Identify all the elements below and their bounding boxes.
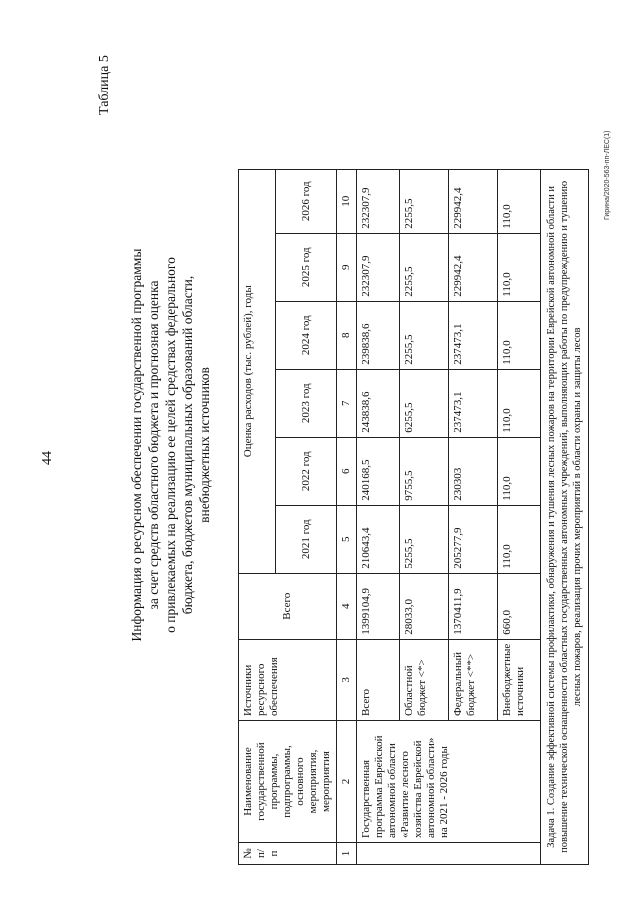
value-cell: 229942,4	[449, 233, 498, 301]
column-number: 4	[337, 573, 357, 639]
source-cell: Областной бюджет <*>	[400, 639, 449, 720]
header-year: 2026 год	[276, 169, 337, 233]
value-cell: 110,0	[498, 437, 541, 505]
table-row	[357, 169, 400, 864]
header-total: Всего	[239, 573, 337, 639]
value-cell: 205277,9	[449, 505, 498, 573]
column-number: 3	[337, 639, 357, 720]
value-cell: 237473,1	[449, 369, 498, 437]
value-cell: 229942,4	[449, 169, 498, 233]
page-number: 44	[40, 451, 55, 465]
header-year: 2024 год	[276, 301, 337, 369]
header-year: 2021 год	[276, 505, 337, 573]
column-number: 9	[337, 233, 357, 301]
column-number-row	[337, 169, 357, 864]
value-cell: 239838,6	[357, 301, 400, 369]
value-cell: 2255,5	[400, 233, 449, 301]
value-cell: 9755,5	[400, 437, 449, 505]
value-cell: 110,0	[498, 369, 541, 437]
heading-line: Информация о ресурсном обеспечении государственной программы	[129, 248, 144, 642]
value-cell: 232307,9	[357, 169, 400, 233]
program-name: Государственная программа Еврейской автономной области «Развитие лесного хозяйства Еврейской автономной области» на 2021 - 2026 годы	[357, 721, 541, 843]
column-number: 10	[337, 169, 357, 233]
column-number: 6	[337, 437, 357, 505]
value-cell: 210643,4	[357, 505, 400, 573]
value-cell: 110,0	[498, 301, 541, 369]
column-number: 2	[337, 721, 357, 843]
value-cell: 110,0	[498, 505, 541, 573]
value-cell: 2255,5	[400, 169, 449, 233]
table-label: Таблица 5	[97, 55, 112, 115]
value-cell: 243838,6	[357, 369, 400, 437]
resource-table	[238, 169, 589, 865]
header-year: 2025 год	[276, 233, 337, 301]
header-source: Источники ресурсного обеспечения	[239, 639, 337, 720]
source-cell: Внебюджетные источники	[498, 639, 541, 720]
column-number: 8	[337, 301, 357, 369]
total-cell: 660,0	[498, 573, 541, 639]
header-estimate: Оценка расходов (тыс. рублей), годы	[239, 169, 276, 573]
value-cell: 232307,9	[357, 233, 400, 301]
value-cell: 5255,5	[400, 505, 449, 573]
total-cell: 1399104,9	[357, 573, 400, 639]
table-heading	[128, 185, 213, 705]
column-number: 7	[337, 369, 357, 437]
header-year: 2022 год	[276, 437, 337, 505]
source-cell: Федеральный бюджет <**>	[449, 639, 498, 720]
value-cell: 110,0	[498, 169, 541, 233]
heading-line: о привлекаемых на реализацию ее целей средствах федерального	[163, 257, 178, 633]
heading-line: бюджета, бюджетов муниципальных образований области,	[180, 275, 195, 615]
header-name: Наименование государственной программы, подпрограммы, основного мероприятия, мероприятия	[239, 721, 337, 843]
value-cell: 2255,5	[400, 301, 449, 369]
value-cell: 230303	[449, 437, 498, 505]
total-cell: 28033,0	[400, 573, 449, 639]
header-year: 2023 год	[276, 369, 337, 437]
column-number: 1	[337, 843, 357, 865]
row-no-cell	[357, 843, 541, 865]
task-row	[541, 169, 589, 864]
value-cell: 237473,1	[449, 301, 498, 369]
value-cell: 240168,5	[357, 437, 400, 505]
heading-line: внебюджетных источников	[197, 367, 212, 523]
heading-line: за счет средств областного бюджета и прогнозная оценка	[146, 280, 161, 610]
value-cell: 6255,5	[400, 369, 449, 437]
task-description: Задача 1. Создание эффективной системы профилактики, обнаружения и тушения лесных пожаров на территории Еврейской автономной области и повышение технической оснащенности областных государственных автономных учреждений, выполняющих работы по предупреждению и тушению лесных пожаров, реализация прочих мероприятий в области охраны и защиты лесов	[541, 169, 589, 864]
header-row	[239, 169, 276, 864]
source-cell: Всего	[357, 639, 400, 720]
value-cell: 110,0	[498, 233, 541, 301]
document-id: Гирина/2020-563-пп-ЛЕС(1)	[604, 130, 611, 220]
total-cell: 1370411,9	[449, 573, 498, 639]
column-number: 5	[337, 505, 357, 573]
header-no: № п/п	[239, 843, 337, 865]
